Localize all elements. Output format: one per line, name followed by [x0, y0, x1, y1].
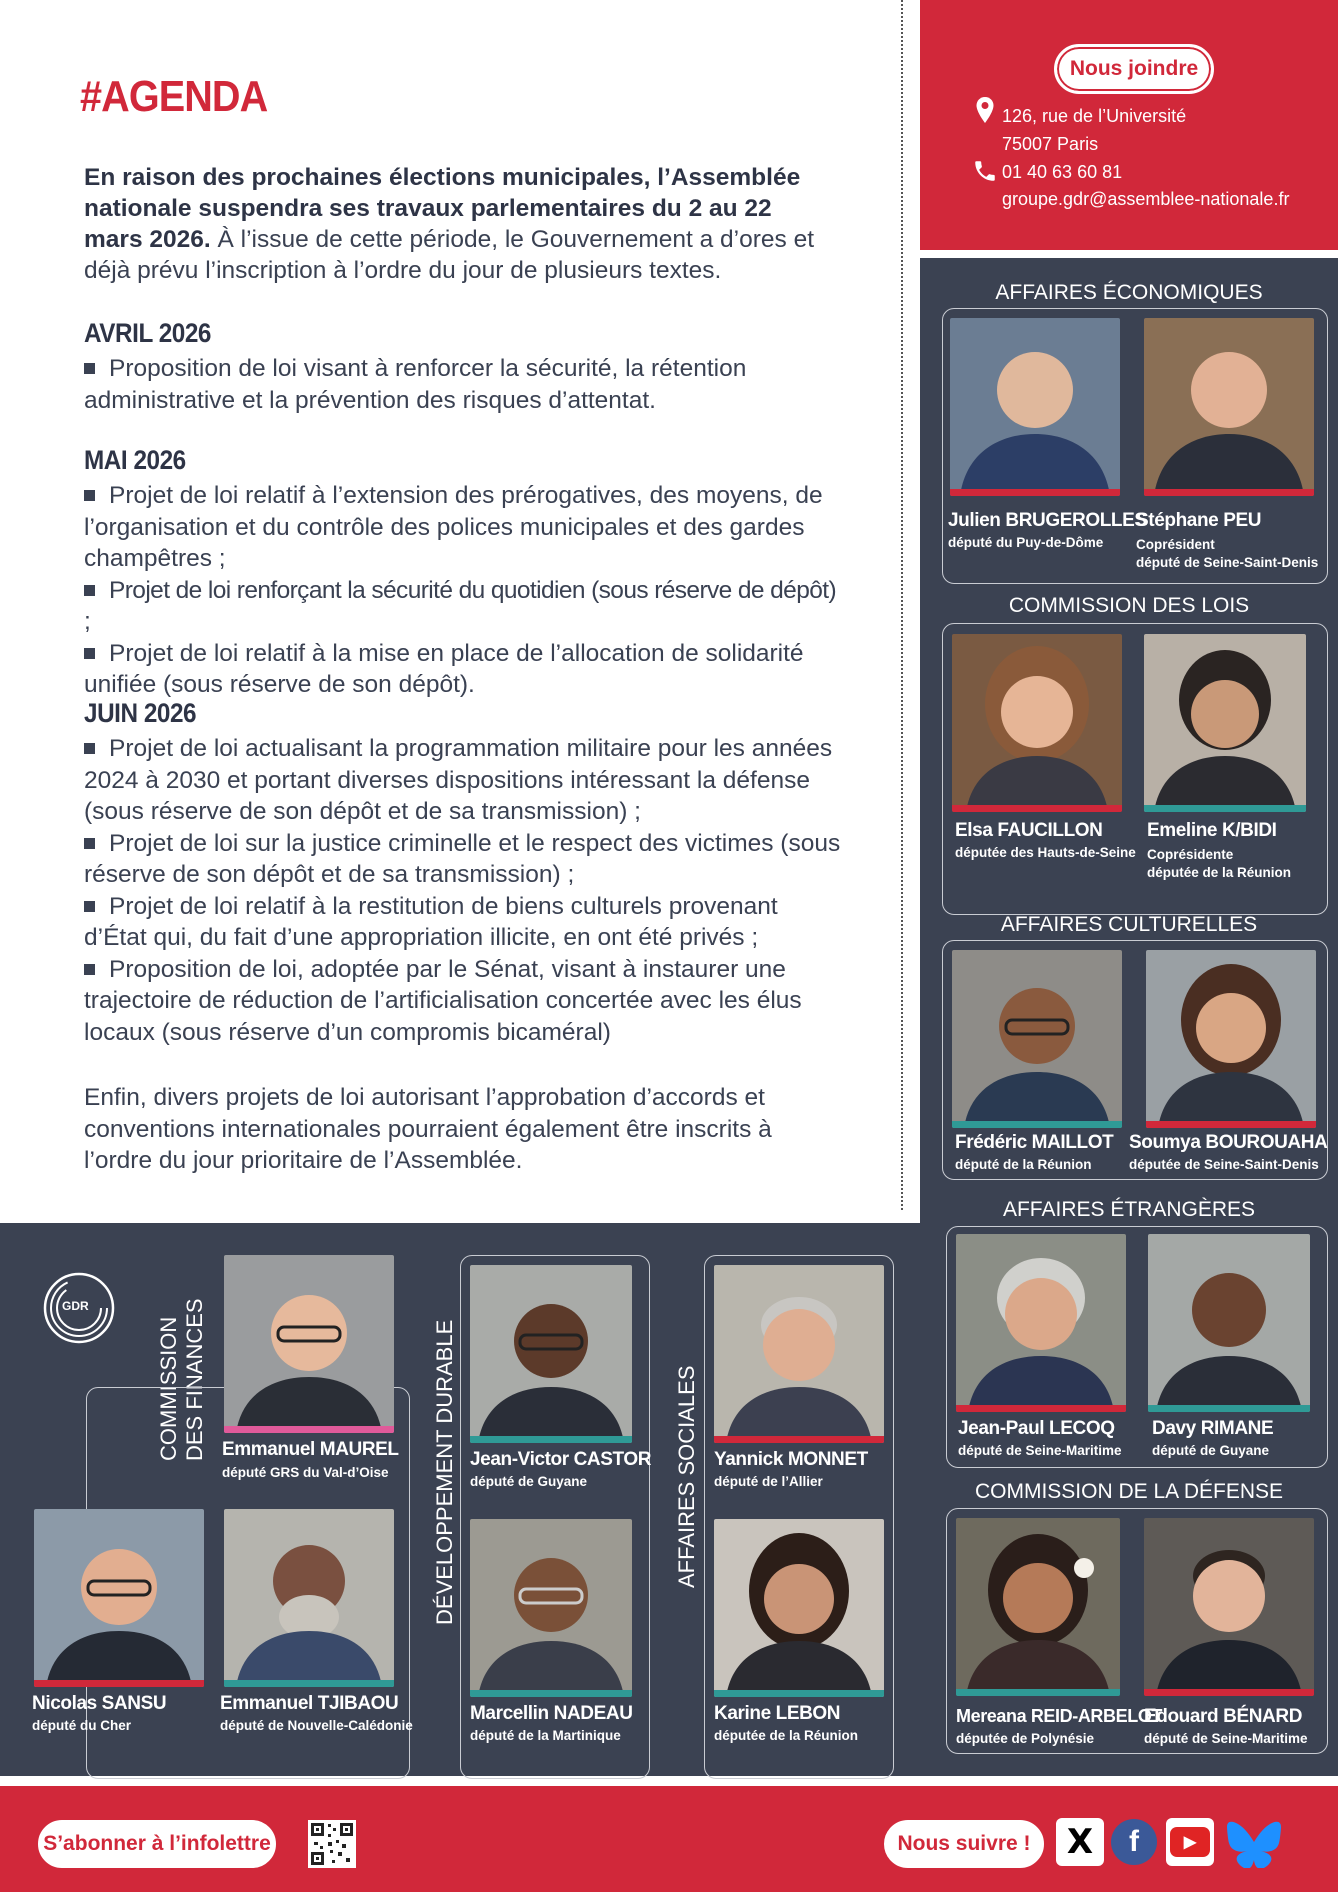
- phone-number: 01 40 63 60 81: [1002, 162, 1123, 182]
- email-link[interactable]: groupe.gdr@assemblee-nationale.fr: [1002, 189, 1290, 209]
- color-bar: [470, 1436, 632, 1443]
- color-bar: [470, 1690, 632, 1697]
- color-bar: [956, 1405, 1126, 1412]
- person-silhouette-icon: [224, 1509, 394, 1687]
- closing-paragraph: Enfin, divers projets de loi autorisant l’approbation d’accords et conventions internationales pourraient également être inscrits à l’ordre du jour prioritaire de l’Assemblée.: [84, 1084, 772, 1174]
- person-silhouette-icon: [952, 634, 1122, 812]
- member-name: Jean-Paul LECOQ: [958, 1418, 1115, 1439]
- member-role: députée de Seine-Saint-Denis: [1129, 1157, 1319, 1172]
- location-pin-icon: [975, 96, 995, 124]
- section-title-june: JUIN 2026: [84, 698, 197, 728]
- member-photo: [470, 1265, 632, 1443]
- bullet-icon: [84, 901, 95, 912]
- section-title-may: MAI 2026: [84, 445, 186, 475]
- list-item: Projet de loi sur la justice criminelle et le respect des victimes (sous réserve de son dépôt et de sa transmission) ;: [84, 829, 841, 888]
- intro-paragraph: [84, 162, 834, 286]
- member-name: Mereana REID-ARBELOT: [956, 1706, 1163, 1726]
- member-name: Frédéric MAILLOT: [955, 1132, 1114, 1153]
- member-photo: [224, 1509, 394, 1687]
- member-role: député de Seine-Maritime: [958, 1443, 1122, 1458]
- address-line1: 126, rue de l’Université: [1002, 106, 1187, 126]
- bullet-icon: [84, 743, 95, 754]
- color-bar: [1146, 1121, 1316, 1128]
- qr-code-icon[interactable]: [308, 1820, 356, 1868]
- bluesky-butterfly-icon[interactable]: [1226, 1820, 1282, 1868]
- group-title-defense: COMMISSION DE LA DÉFENSE: [974, 1480, 1284, 1503]
- member-name: Jean-Victor CASTOR: [470, 1449, 652, 1470]
- color-bar: [950, 489, 1120, 496]
- member-name: Stéphane PEU: [1136, 510, 1262, 531]
- color-bar: [224, 1680, 394, 1687]
- bullet-icon: [84, 964, 95, 975]
- member-photo: [1148, 1234, 1310, 1412]
- list-item: Projet de loi renforçant la sécurité du quotidien (sous réserve de dépôt) ;: [84, 576, 837, 635]
- group-title-sustainable: DÉVELOPPEMENT DURABLE: [432, 1319, 457, 1625]
- group-title-laws: COMMISSION DES LOIS: [1008, 594, 1250, 617]
- member-role: député du Cher: [32, 1718, 132, 1733]
- member-name: Marcellin NADEAU: [470, 1703, 633, 1724]
- member-photo: [470, 1519, 632, 1697]
- color-bar: [714, 1690, 884, 1697]
- member-role: Coprésident: [1136, 537, 1215, 552]
- member-photo: [714, 1519, 884, 1697]
- person-silhouette-icon: [1144, 1518, 1314, 1696]
- contact-box: [920, 0, 1338, 250]
- person-silhouette-icon: [714, 1519, 884, 1697]
- member-photo: [34, 1509, 204, 1687]
- person-silhouette-icon: [1146, 950, 1316, 1128]
- member-photo: [1144, 1518, 1314, 1696]
- gdr-logo-text: GDR: [62, 1299, 89, 1313]
- list-item: Proposition de loi, adoptée par le Sénat, visant à instaurer une trajectoire de réduction de l’artificialisation concertée avec les élus locaux (sous réserve d’un compromis bicaméral): [84, 955, 802, 1046]
- member-name: Julien BRUGEROLLES: [948, 510, 1147, 531]
- bullet-icon: [84, 363, 95, 374]
- member-name: Elsa FAUCILLON: [955, 820, 1103, 841]
- member-role: Coprésidente: [1147, 847, 1234, 862]
- member-role: député de Guyane: [470, 1474, 588, 1489]
- member-role: députée des Hauts-de-Seine: [955, 845, 1136, 860]
- person-silhouette-icon: [714, 1265, 884, 1443]
- color-bar: [34, 1680, 204, 1687]
- person-silhouette-icon: [470, 1265, 632, 1443]
- person-silhouette-icon: [1148, 1234, 1310, 1412]
- subscribe-newsletter-button[interactable]: S’abonner à l’infolettre: [38, 1820, 276, 1868]
- member-role: député de Guyane: [1152, 1443, 1270, 1458]
- person-silhouette-icon: [224, 1255, 394, 1433]
- member-photo: [1144, 634, 1306, 812]
- list-item: Projet de loi relatif à la mise en place de l’allocation de solidarité unifiée (sous réserve de son dépôt).: [84, 639, 804, 698]
- member-role: député GRS du Val-d’Oise: [222, 1465, 389, 1480]
- color-bar: [956, 1689, 1120, 1696]
- member-name: Emmanuel TJIBAOU: [220, 1693, 399, 1714]
- member-photo: [950, 318, 1120, 496]
- person-silhouette-icon: [1144, 634, 1306, 812]
- member-role: députée de Polynésie: [956, 1731, 1095, 1746]
- member-name: Davy RIMANE: [1152, 1418, 1274, 1439]
- person-silhouette-icon: [952, 950, 1122, 1128]
- intro-rest: À l’issue de cette période, le Gouvernement a d’ores et déjà prévu l’inscription à l’ordre du jour de plusieurs textes.: [84, 226, 814, 284]
- section-items-april: [84, 353, 844, 416]
- member-photo: [952, 634, 1122, 812]
- page-title: #AGENDA: [80, 72, 268, 121]
- join-button[interactable]: Nous joindre: [1054, 44, 1214, 94]
- phone-icon: [972, 158, 998, 184]
- member-role: député de la Martinique: [470, 1728, 621, 1743]
- member-photo: [956, 1518, 1120, 1696]
- member-name: Yannick MONNET: [714, 1449, 868, 1470]
- member-name: Karine LEBON: [714, 1703, 841, 1724]
- color-bar: [1144, 805, 1306, 812]
- youtube-icon[interactable]: ▶: [1166, 1818, 1214, 1866]
- member-role: députée de la Réunion: [714, 1728, 859, 1743]
- person-silhouette-icon: [470, 1519, 632, 1697]
- member-role: député de la Réunion: [955, 1157, 1092, 1172]
- member-name: Emeline K/BIDI: [1147, 820, 1277, 841]
- person-silhouette-icon: [34, 1509, 204, 1687]
- intro-bold: En raison des prochaines élections municipales, l’Assemblée nationale suspendra ses travaux parlementaires du 2 au 22 mars 2026.: [84, 164, 801, 253]
- member-name: Emmanuel MAUREL: [222, 1439, 399, 1460]
- list-item: Projet de loi relatif à la restitution de biens culturels provenant d’État qui, du fait d’une appropriation illicite, en ont été privés ;: [84, 892, 778, 951]
- color-bar: [224, 1426, 394, 1433]
- person-silhouette-icon: [1144, 318, 1314, 496]
- group-title-social: AFFAIRES SOCIALES: [674, 1365, 699, 1588]
- column-divider: [901, 0, 903, 1210]
- section-items-june: [84, 733, 844, 1048]
- member-role: députée de la Réunion: [1147, 865, 1292, 880]
- member-role: député du Puy-de-Dôme: [948, 535, 1104, 550]
- list-item: Proposition de loi visant à renforcer la sécurité, la rétention administrative et la prévention des risques d’attentat.: [84, 355, 747, 414]
- member-role: député de l’Allier: [714, 1474, 823, 1489]
- member-photo: [224, 1255, 394, 1433]
- color-bar: [1144, 489, 1314, 496]
- member-photo: [714, 1265, 884, 1443]
- x-icon[interactable]: X: [1056, 1818, 1104, 1866]
- group-title-economic: AFFAIRES ÉCONOMIQUES: [995, 281, 1263, 304]
- color-bar: [1148, 1405, 1310, 1412]
- bullet-icon: [84, 490, 95, 501]
- color-bar: [952, 805, 1122, 812]
- member-photo: [1146, 950, 1316, 1128]
- section-items-may: [84, 480, 844, 701]
- list-item: Projet de loi actualisant la programmation militaire pour les années 2024 à 2030 et portant diverses dispositions intéressant la défense (sous réserve de son dépôt et de sa transmission) ;: [84, 735, 833, 825]
- member-role: député de Seine-Saint-Denis: [1136, 555, 1319, 570]
- follow-us-button[interactable]: Nous suivre !: [884, 1820, 1044, 1868]
- member-name: Soumya BOUROUAHA: [1129, 1132, 1328, 1153]
- member-name: Nicolas SANSU: [32, 1693, 167, 1714]
- facebook-icon[interactable]: f: [1110, 1818, 1158, 1866]
- commission-panel-right: [920, 258, 1338, 1776]
- list-item: Projet de loi relatif à l’extension des prérogatives, des moyens, de l’organisation et du contrôle des polices municipales et des gardes champêtres ;: [84, 482, 823, 572]
- person-silhouette-icon: [950, 318, 1120, 496]
- group-title-finances-line2: DES FINANCES: [182, 1298, 207, 1461]
- color-bar: [1144, 1689, 1314, 1696]
- bullet-icon: [84, 838, 95, 849]
- member-role: député de Nouvelle-Calédonie: [220, 1718, 413, 1733]
- member-name: Edouard BÉNARD: [1144, 1706, 1303, 1727]
- color-bar: [714, 1436, 884, 1443]
- bullet-icon: [84, 648, 95, 659]
- member-role: député de Seine-Maritime: [1144, 1731, 1308, 1746]
- group-title-foreign: AFFAIRES ÉTRANGÈRES: [1002, 1198, 1256, 1221]
- address-line2: 75007 Paris: [1002, 134, 1099, 154]
- member-photo: [956, 1234, 1126, 1412]
- member-photo: [952, 950, 1122, 1128]
- color-bar: [952, 1121, 1122, 1128]
- member-photo: [1144, 318, 1314, 496]
- person-silhouette-icon: [956, 1518, 1120, 1696]
- group-title-cultural: AFFAIRES CULTURELLES: [1000, 913, 1258, 936]
- commission-panel-bottom: [0, 1223, 920, 1776]
- bullet-icon: [84, 585, 95, 596]
- person-silhouette-icon: [956, 1234, 1126, 1412]
- group-title-finances-line1: COMMISSION: [156, 1316, 181, 1461]
- section-title-april: AVRIL 2026: [84, 318, 211, 348]
